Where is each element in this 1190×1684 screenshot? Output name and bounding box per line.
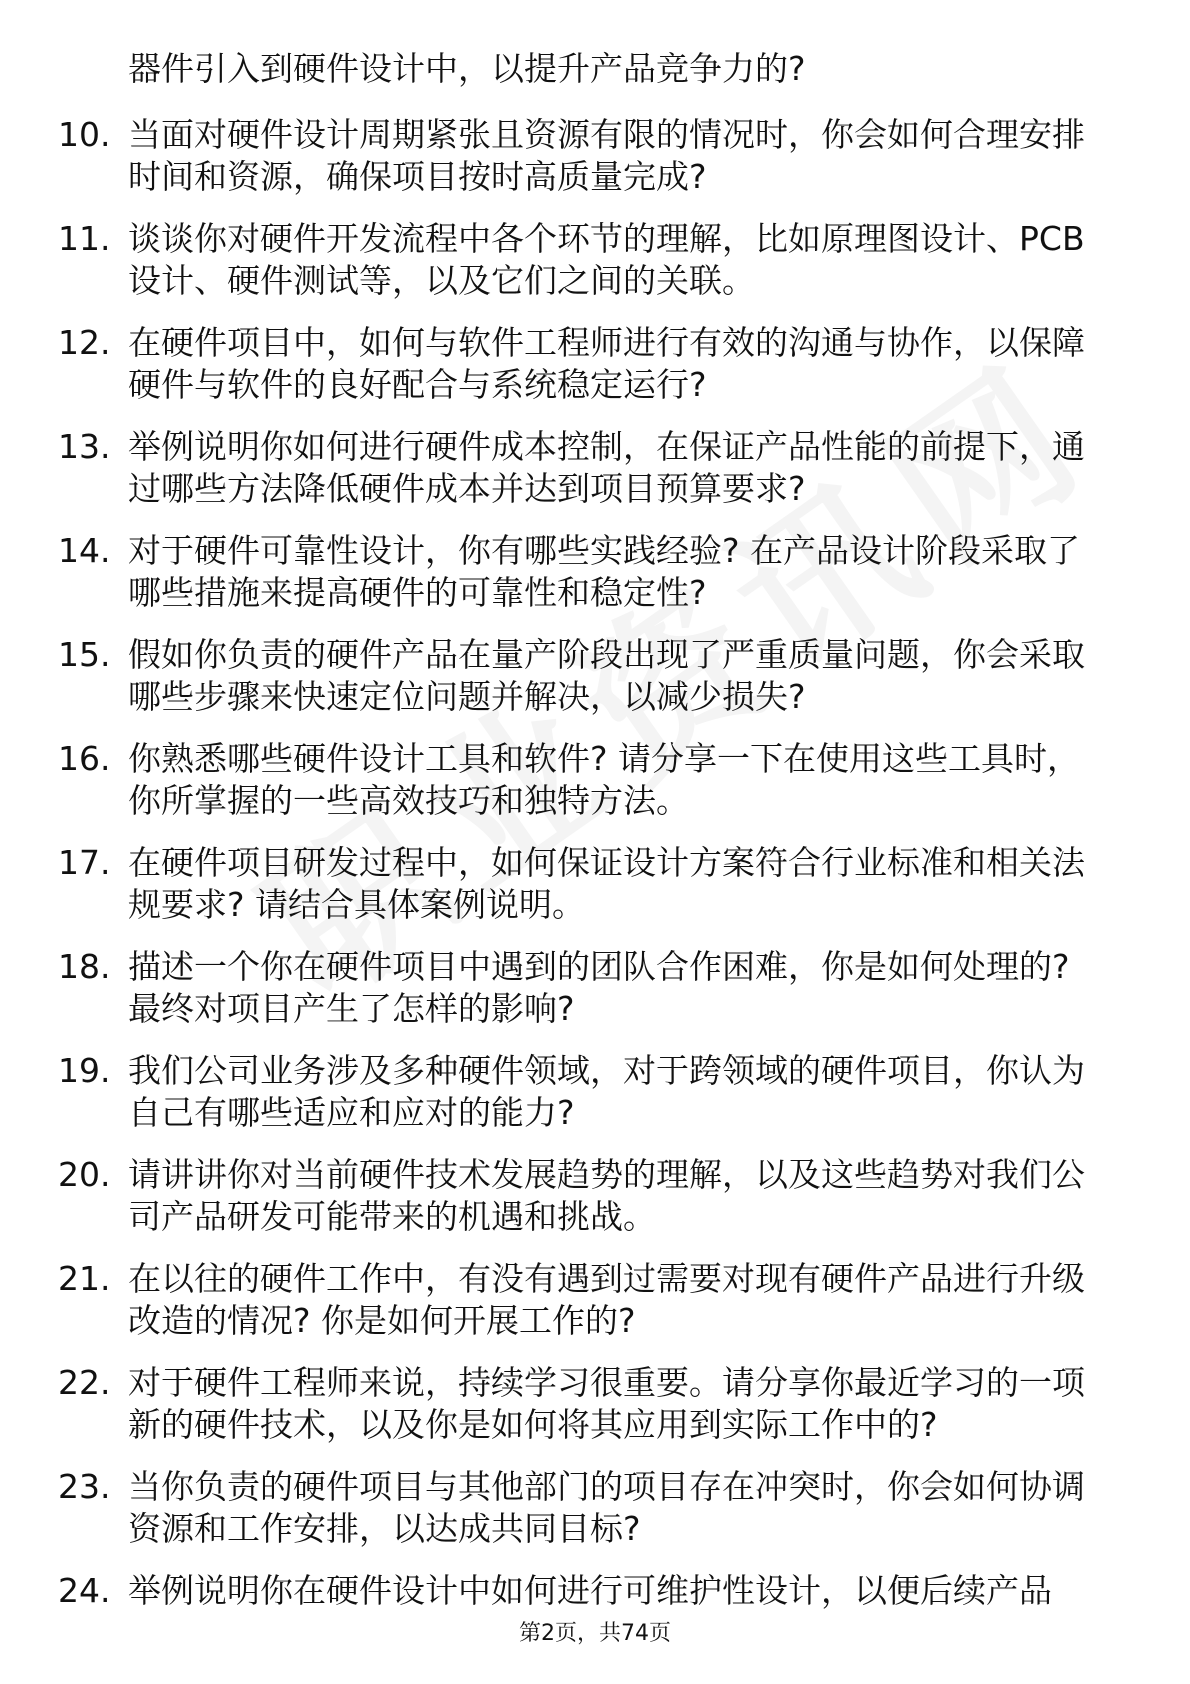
item-number: 15.	[58, 635, 111, 674]
item-number: 18.	[58, 947, 111, 986]
item-number: 13.	[58, 427, 111, 466]
item-number: 24.	[58, 1571, 111, 1610]
list-item	[0, 1154, 1190, 1258]
item-text: 谈谈你对硬件开发流程中各个环节的理解，比如原理图设计、PCB 设计、硬件测试等，以及它们之间的关联。	[128, 219, 1085, 300]
item-text: 在硬件项目研发过程中，如何保证设计方案符合行业标准和相关法规要求? 请结合具体案例说明。	[128, 843, 1085, 924]
list-item	[0, 738, 1190, 842]
item-number: 16.	[58, 739, 111, 778]
item-number: 10.	[58, 115, 111, 154]
item-number: 19.	[58, 1051, 111, 1090]
list-item	[0, 1362, 1190, 1466]
item-text: 我们公司业务涉及多种硬件领域，对于跨领域的硬件项目，你认为自己有哪些适应和应对的能力?	[128, 1051, 1085, 1132]
item-text: 对于硬件工程师来说，持续学习很重要。请分享你最近学习的一项新的硬件技术，以及你是如何将其应用到实际工作中的?	[128, 1363, 1085, 1444]
item-text: 假如你负责的硬件产品在量产阶段出现了严重质量问题，你会采取哪些步骤来快速定位问题并解决，以减少损失?	[128, 635, 1085, 716]
item-text: 在以往的硬件工作中，有没有遇到过需要对现有硬件产品进行升级改造的情况? 你是如何开展工作的?	[128, 1259, 1085, 1340]
item-number: 21.	[58, 1259, 111, 1298]
item-number: 11.	[58, 219, 111, 258]
item-number: 20.	[58, 1155, 111, 1194]
page-footer: 第2页，共74页	[519, 1621, 671, 1646]
list-item	[0, 1050, 1190, 1154]
item-text: 当面对硬件设计周期紧张且资源有限的情况时，你会如何合理安排时间和资源，确保项目按时高质量完成?	[128, 115, 1085, 196]
list-item	[0, 218, 1190, 322]
item-text: 当你负责的硬件项目与其他部门的项目存在冲突时，你会如何协调资源和工作安排，以达成共同目标?	[128, 1467, 1085, 1548]
list-item	[0, 530, 1190, 634]
list-item	[0, 1466, 1190, 1570]
list-item	[0, 634, 1190, 738]
list-item	[0, 114, 1190, 218]
item-text: 描述一个你在硬件项目中遇到的团队合作困难，你是如何处理的? 最终对项目产生了怎样的影响?	[128, 947, 1070, 1028]
item-number: 17.	[58, 843, 111, 882]
continuation-text: 器件引入到硬件设计中，以提升产品竞争力的?	[128, 49, 806, 88]
item-number: 14.	[58, 531, 111, 570]
list-item	[0, 1258, 1190, 1362]
list-item	[0, 322, 1190, 426]
item-number: 23.	[58, 1467, 111, 1506]
item-text: 举例说明你如何进行硬件成本控制，在保证产品性能的前提下，通过哪些方法降低硬件成本并达到项目预算要求?	[128, 427, 1085, 508]
question-list	[0, 114, 1190, 1674]
item-text: 你熟悉哪些硬件设计工具和软件? 请分享一下在使用这些工具时，你所掌握的一些高效技巧和独特方法。	[128, 739, 1081, 820]
item-number: 12.	[58, 323, 111, 362]
item-text: 在硬件项目中，如何与软件工程师进行有效的沟通与协作，以保障硬件与软件的良好配合与系统稳定运行?	[128, 323, 1085, 404]
list-item	[0, 842, 1190, 946]
item-text: 请讲讲你对当前硬件技术发展趋势的理解，以及这些趋势对我们公司产品研发可能带来的机遇和挑战。	[128, 1155, 1085, 1236]
item-text: 对于硬件可靠性设计，你有哪些实践经验? 在产品设计阶段采取了哪些措施来提高硬件的可靠性和稳定性?	[128, 531, 1081, 612]
list-item	[0, 946, 1190, 1050]
item-text: 举例说明你在硬件设计中如何进行可维护性设计，以便后续产品	[128, 1571, 1052, 1610]
list-item	[0, 426, 1190, 530]
item-number: 22.	[58, 1363, 111, 1402]
